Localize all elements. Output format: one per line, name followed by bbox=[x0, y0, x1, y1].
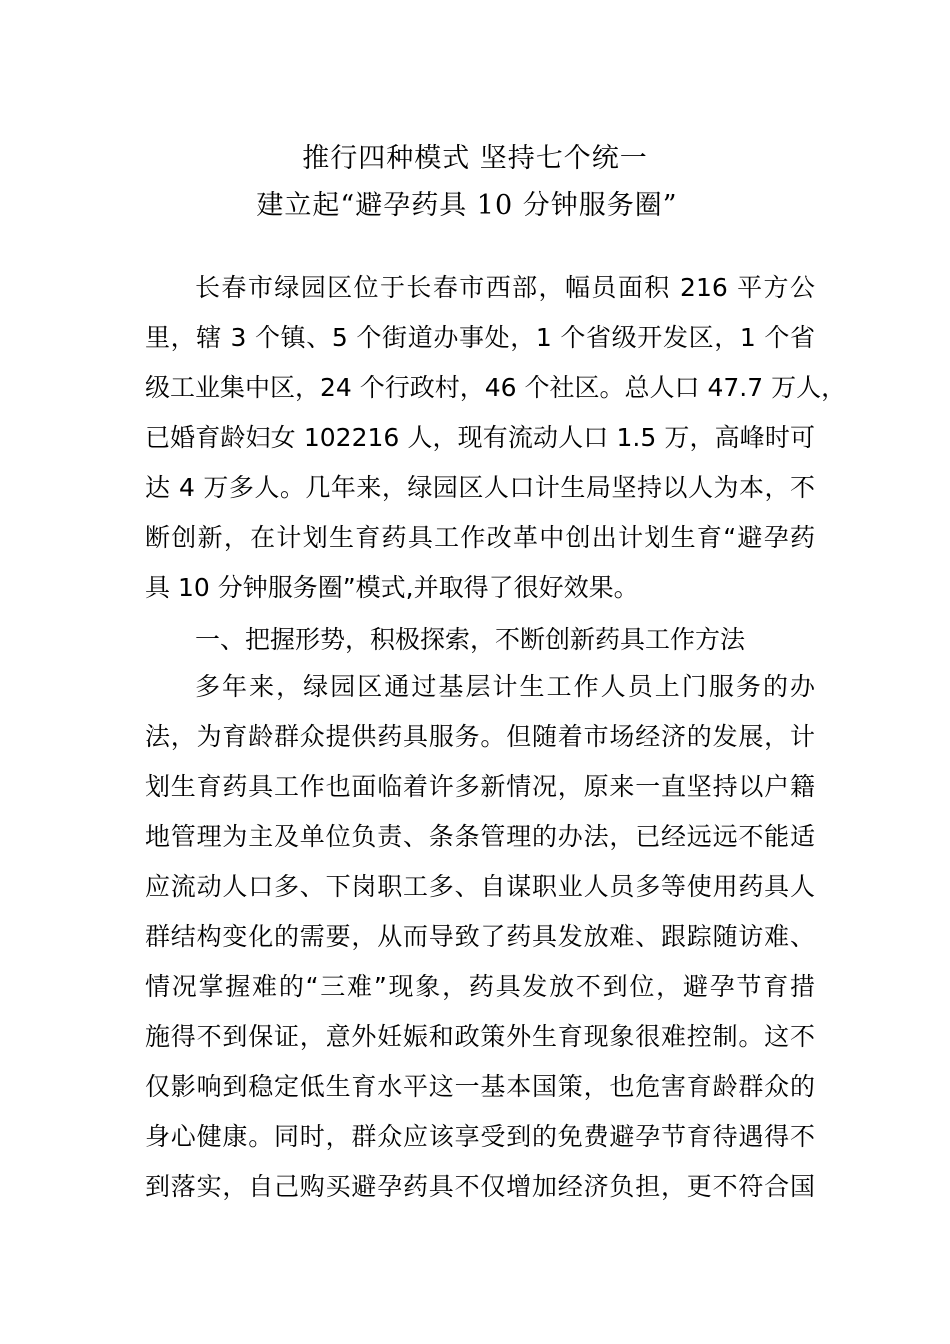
section-1-heading: 一、把握形势，积极探索，不断创新药具工作方法 bbox=[195, 625, 746, 654]
document-title-line-1: 推行四种模式 坚持七个统一 bbox=[302, 143, 648, 174]
document-title-line-2: 建立起“避孕药具 10 分钟服务圈” bbox=[256, 190, 678, 221]
paragraph-2-line-5: 应流动人口多、下岗职工多、自谋职业人员多等使用药具人 bbox=[145, 872, 815, 901]
paragraph-1-line-5: 达 4 万多人。几年来，绿园区人口计生局坚持以人为本，不 bbox=[145, 473, 815, 502]
paragraph-2-line-9: 仅影响到稳定低生育水平这一基本国策，也危害育龄群众的 bbox=[145, 1072, 815, 1101]
paragraph-1-line-2: 里，辖 3 个镇、5 个街道办事处，1 个省级开发区，1 个省 bbox=[145, 323, 815, 352]
paragraph-1-line-3: 级工业集中区，24 个行政村，46 个社区。总人口 47.7 万人， bbox=[145, 373, 847, 402]
paragraph-2-line-11: 到落实，自己购买避孕药具不仅增加经济负担，更不符合国 bbox=[145, 1172, 815, 1201]
paragraph-2-line-2: 法，为育龄群众提供药具服务。但随着市场经济的发展，计 bbox=[145, 722, 815, 751]
paragraph-1-line-6: 断创新，在计划生育药具工作改革中创出计划生育“避孕药 bbox=[145, 523, 815, 552]
paragraph-2-line-1: 多年来，绿园区通过基层计生工作人员上门服务的办 bbox=[195, 672, 815, 701]
paragraph-1-line-1: 长春市绿园区位于长春市西部，幅员面积 216 平方公 bbox=[195, 273, 815, 302]
paragraph-2-line-3: 划生育药具工作也面临着许多新情况，原来一直坚持以户籍 bbox=[145, 772, 815, 801]
paragraph-2-line-10: 身心健康。同时，群众应该享受到的免费避孕节育待遇得不 bbox=[145, 1122, 815, 1151]
paragraph-2-line-4: 地管理为主及单位负责、条条管理的办法，已经远远不能适 bbox=[145, 822, 815, 851]
paragraph-2-line-8: 施得不到保证，意外妊娠和政策外生育现象很难控制。这不 bbox=[145, 1022, 815, 1051]
paragraph-2-line-6: 群结构变化的需要，从而导致了药具发放难、跟踪随访难、 bbox=[145, 922, 815, 951]
paragraph-1-line-7: 具 10 分钟服务圈”模式,并取得了很好效果。 bbox=[145, 573, 639, 602]
paragraph-2-line-7: 情况掌握难的“三难”现象，药具发放不到位，避孕节育措 bbox=[145, 972, 815, 1001]
paragraph-1-line-4: 已婚育龄妇女 102216 人，现有流动人口 1.5 万，高峰时可 bbox=[145, 423, 815, 452]
